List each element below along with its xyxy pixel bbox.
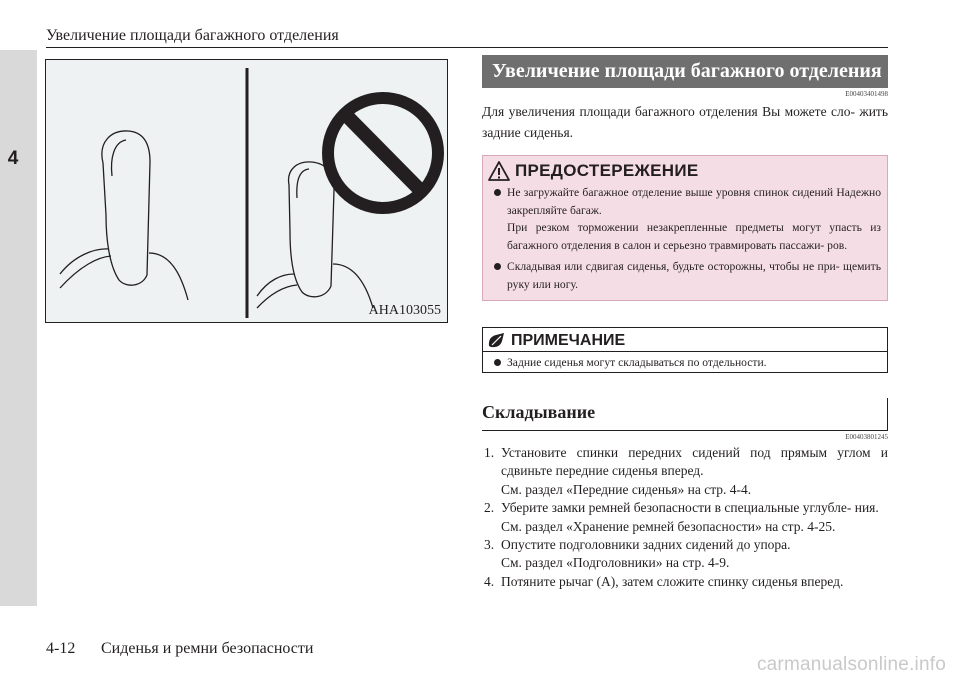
step-item (482, 444, 888, 499)
section-code: E00403401498 (845, 90, 888, 98)
warning-header (487, 159, 699, 183)
warning-body (493, 184, 881, 293)
watermark: carmanualsonline.info (756, 654, 946, 675)
step-number: 2. (484, 500, 495, 516)
subsection-rule (482, 430, 888, 431)
headrest-drawing (46, 60, 447, 322)
warning-item-text: Складывая или сдвигая сиденья, будьте осторожны, чтобы не при- щемить руку или ногу. (507, 260, 881, 291)
step-text: Потяните рычаг (A), затем сложите спинку сиденья вперед. (501, 573, 844, 589)
note-rule (483, 351, 887, 352)
bullet-icon (494, 189, 501, 196)
step-item (482, 536, 888, 573)
note-body (493, 355, 881, 370)
note-header (487, 330, 625, 351)
right-headrest (257, 162, 373, 308)
warning-box (482, 155, 888, 301)
warning-item-text: Не загружайте багажное отделение выше уровня спинок сидений Надежно закрепляйте багаж. (507, 186, 881, 217)
subsection-code: E00403801245 (845, 433, 888, 441)
footer-chapter-title: Сиденья и ремни безопасности (101, 640, 314, 657)
footer-page-number: 4-12 (46, 640, 76, 657)
prohibited-sign-icon (328, 98, 438, 208)
figure-code: AHA103055 (368, 303, 441, 318)
left-headrest (60, 131, 188, 300)
step-number: 3. (484, 537, 495, 553)
running-header-title: Увеличение площади багажного отделения (46, 27, 339, 44)
step-number: 4. (484, 573, 495, 589)
headrest-illustration (45, 59, 448, 323)
step-number: 1. (484, 445, 495, 460)
section-intro: Для увеличения площади багажного отделения Вы можете сло- жить задние сиденья. (482, 104, 888, 140)
section-title-banner: Увеличение площади багажного отделения (482, 55, 888, 88)
warning-title: ПРЕДОСТЕРЕЖЕНИЕ (515, 161, 699, 180)
chapter-number: 4 (7, 148, 19, 169)
step-reference: См. раздел «Хранение ремней безопасности» на стр. 4-25. (501, 518, 836, 534)
step-text: Установите спинки передних сидений под прямым углом и сдвиньте передние сиденья вперед. (501, 445, 888, 479)
subsection-title: Складывание (482, 402, 596, 422)
step-item (482, 499, 888, 536)
note-item-text: Задние сиденья могут складываться по отдельности. (507, 356, 767, 369)
chapter-side-tab (0, 50, 37, 606)
note-box (482, 327, 888, 373)
step-reference: См. раздел «Передние сиденья» на стр. 4-4. (501, 481, 752, 497)
step-reference: См. раздел «Подголовники» на стр. 4-9. (501, 555, 730, 571)
steps-list (482, 444, 888, 591)
warning-item (493, 184, 881, 254)
note-item (493, 355, 881, 370)
warning-triangle-icon (487, 160, 511, 182)
bullet-icon (494, 263, 501, 270)
bullet-icon (494, 359, 501, 366)
subsection-rule-vertical (887, 398, 888, 430)
note-pencil-icon (487, 332, 507, 350)
step-text: Уберите замки ремней безопасности в специальные углубле- ния. (501, 500, 879, 516)
note-title: ПРИМЕЧАНИЕ (511, 331, 626, 349)
step-text: Опустите подголовники задних сидений до упора. (501, 537, 791, 553)
warning-item-text: При резком торможении незакрепленные предметы могут упасть из багажного отделения в салон и серьезно травмировать пассажи- ров. (507, 221, 881, 252)
warning-item (493, 258, 881, 293)
step-item (482, 573, 888, 591)
header-rule (46, 47, 888, 48)
